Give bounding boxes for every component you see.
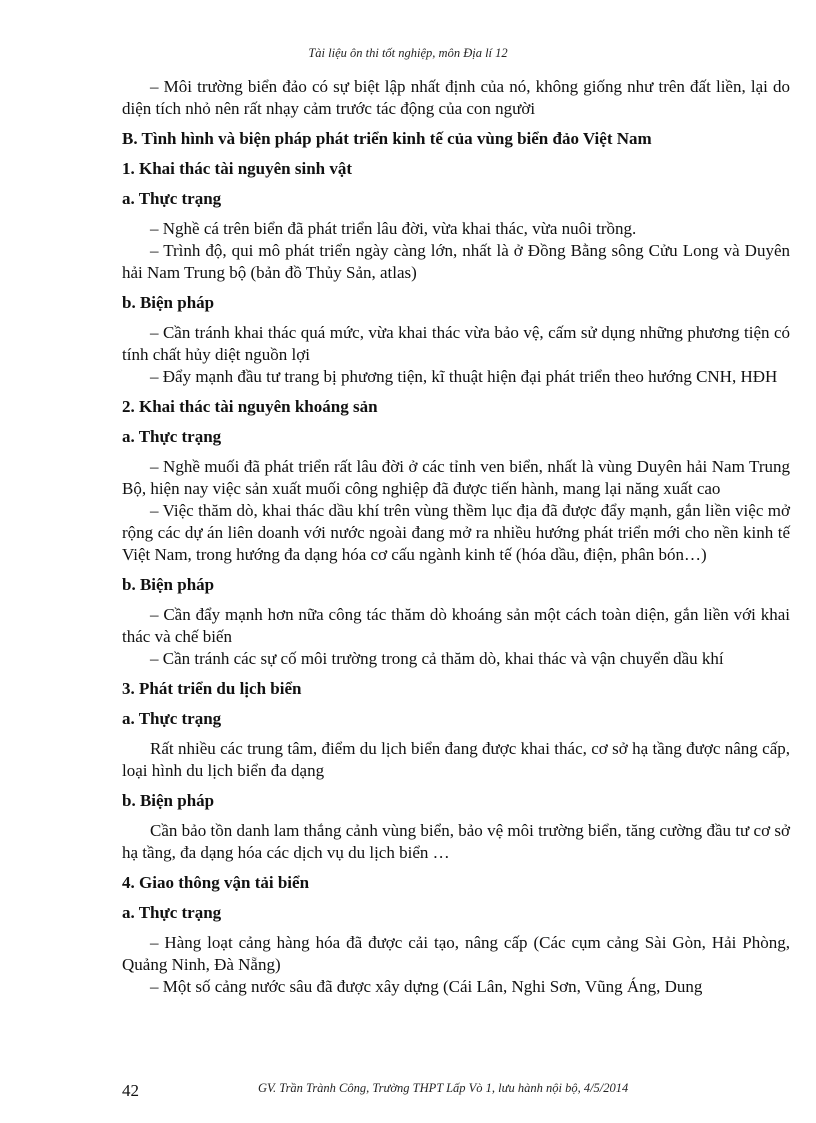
heading-3b-title: b. Biện pháp xyxy=(122,791,215,810)
heading-4-title: 4. Giao thông vận tải biển xyxy=(122,873,310,892)
list-item: – Hàng loạt cảng hàng hóa đã được cải tạo, nâng cấp (Các cụm cảng Sài Gòn, Hải Phòng, Quảng Ninh, Đà Nẵng) xyxy=(122,933,790,974)
list-item: – Nghề cá trên biển đã phát triển lâu đời, vừa khai thác, vừa nuôi trồng. xyxy=(150,219,637,238)
heading-2b-title: b. Biện pháp xyxy=(122,575,215,594)
heading-3a-title: a. Thực trạng xyxy=(122,709,222,728)
heading-1b-title: b. Biện pháp xyxy=(122,293,215,312)
heading-1a-title: a. Thực trạng xyxy=(122,189,222,208)
heading-4a-title: a. Thực trạng xyxy=(122,903,222,922)
page-number: 42 xyxy=(122,1081,139,1100)
heading-2-title: 2. Khai thác tài nguyên khoáng sản xyxy=(122,397,378,416)
section-b-title: B. Tình hình và biện pháp phát triển kinh tế của vùng biển đảo Việt Nam xyxy=(122,129,652,148)
list-item: – Cần tránh các sự cố môi trường trong cả thăm dò, khai thác và vận chuyển dầu khí xyxy=(150,649,724,668)
list-item: – Việc thăm dò, khai thác dầu khí trên vùng thềm lục địa đã được đẩy mạnh, gắn liền việc mở rộng các dự án liên doanh với nước ngoài đang mở ra nhiều hướng phát triển mới cho nền kinh tế Việt Nam, trong hướng đa dạng hóa cơ cấu ngành kinh tế (hóa dầu, điện, phân bón…) xyxy=(122,501,790,564)
list-item: – Trình độ, qui mô phát triển ngày càng lớn, nhất là ở Đồng Bằng sông Cửu Long và Duyên hải Nam Trung bộ (bản đồ Thủy Sản, atlas) xyxy=(122,241,790,282)
document-body xyxy=(122,76,790,998)
footer-credit: GV. Trần Trành Công, Trường THPT Lấp Vò 1, lưu hành nội bộ, 4/5/2014 xyxy=(258,1081,629,1095)
list-item: – Cần tránh khai thác quá mức, vừa khai thác vừa bảo vệ, cấm sử dụng những phương tiện có tính chất hủy diệt nguồn lợi xyxy=(122,323,790,364)
intro-bullet: – Môi trường biển đảo có sự biệt lập nhất định của nó, không giống như trên đất liền, lại do diện tích nhỏ nên rất nhạy cảm trước tác động của con người xyxy=(122,77,790,118)
paragraph: Rất nhiều các trung tâm, điểm du lịch biển đang được khai thác, cơ sở hạ tầng được nâng cấp, loại hình du lịch biển đa dạng xyxy=(122,739,790,780)
list-item: – Cần đẩy mạnh hơn nữa công tác thăm dò khoáng sản một cách toàn diện, gắn liền với khai thác và chế biến xyxy=(122,605,790,646)
running-header: Tài liệu ôn thi tốt nghiệp, môn Địa lí 12 xyxy=(308,46,508,60)
list-item: – Một số cảng nước sâu đã được xây dựng (Cái Lân, Nghi Sơn, Vũng Áng, Dung xyxy=(150,977,703,996)
heading-3-title: 3. Phát triển du lịch biển xyxy=(122,679,302,698)
heading-2a-title: a. Thực trạng xyxy=(122,427,222,446)
heading-1-title: 1. Khai thác tài nguyên sinh vật xyxy=(122,159,353,178)
list-item: – Nghề muối đã phát triển rất lâu đời ở các tỉnh ven biển, nhất là vùng Duyên hải Nam Trung Bộ, hiện nay việc sản xuất muối công nghiệp đã được tiến hành, mang lại năng xuất cao xyxy=(122,457,790,498)
list-item: – Đẩy mạnh đầu tư trang bị phương tiện, kĩ thuật hiện đại phát triển theo hướng CNH, HĐH xyxy=(150,367,778,386)
paragraph: Cần bảo tồn danh lam thắng cảnh vùng biển, bảo vệ môi trường biển, tăng cường đầu tư cơ sở hạ tầng, đa dạng hóa các dịch vụ du lịch biển … xyxy=(122,821,790,862)
